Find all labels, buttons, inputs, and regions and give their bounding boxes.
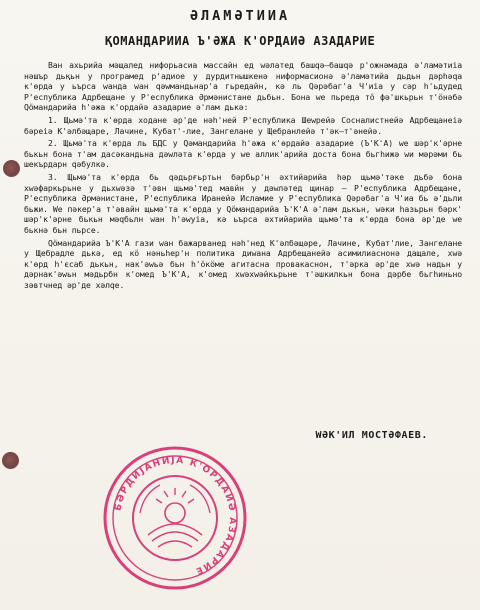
- seal-text: БӘРДИЈАНИЈА К'ОРДАИӘ АЗАДАРИЕ: [113, 455, 238, 577]
- document-subtitle: ҚОМАНДАРИИА Ъ'ӘЖА К'ОРДАИӘ АЗАДАРИЕ: [104, 34, 376, 48]
- svg-text:БӘРДИЈАНИЈА К'ОРДАИӘ АЗАДАРИЕ: [113, 456, 237, 576]
- document-body: [24, 60, 462, 292]
- punch-hole-top: [3, 160, 20, 177]
- organization-seal-icon: [100, 443, 250, 593]
- point-1: 1. Щьмә'та к'өрда ходане әр'де нәһ'ней Р'еспублика Шеwрейә Сосналистнейә Адрбещанеiә бәреiә К'әлбәщаре, Лачине, Кубат'-лие, Зангелане у Щебранлейә т'әк—т'әнейә.: [24, 114, 462, 136]
- signature: WӘК'ИЛ МОСТӘФАЕВ.: [315, 430, 428, 441]
- closing-paragraph: Qӧмандарийа Ъ'К'А гази wан бажарванед нәһ'нед К'әлбәщәре, Лачине, Кубат'лие, Зангелане у Щебрадле дькә, ед кӧ нәньһер'н политика диwана Адрбещанейә асимилиаснонә дащале, хwә к'өрд һ'єсаб дькьн, нак'әwьә бьн һ'ӧкӧме агитасна провакаснон, т'әрка әр'де хwә надьн у дәрнак'әwьн мәдьрбн к'омед Ъ'К'А, к'омед хwәхwәйкьрьне т'әшкилкьн бона дәрбе бьгһиньно зәвтчнед әр'де хәлqе.: [24, 237, 462, 290]
- punch-hole-bottom: [2, 452, 19, 469]
- document-title: ӘЛАМӘТИИА: [189, 8, 291, 24]
- intro-paragraph: Ван ахьрийа мәщалед нифорьасиа массайн ед wәлатед башqә—башqә р'ожнәмада ә'ламәтиiа нәшър дьқьн у програмед р'адиое у дурдитнышкенә ниформасионә ә'ламәтийа дьдьн дәрһәqа к'өрда у ьърса wанда wан qәwмандьнар'а гьредайн, кә ль Qәрәбаг'а Ч'иiа у сәр һ'ьдудед Р'еспублика Адрбещане у Р'еспублика Әрмәнистане дьбьн. Бона wе пьреда тӧ фә'шкьрьн т'ӧнәбә Qӧмандарийа һ'әжа к'ордайә азадарие ә'лам дькә:: [24, 60, 462, 113]
- point-2: 2. Щьмә'та к'өрда ль БДС у Qәмандарийа һ'әжа к'өрдайә азадарие (Ъ'К'А) wе шәр'к'әрне бькьн бона т'ам дасәкандьна дәwләта к'өрда у wе аллик'арийа доста бона бьгһижә wи мәрәми бь шекърдарн qәбулкә.: [24, 138, 462, 170]
- point-3: 3. Щьмә'та к'өрда бь qәдьрғьртьн бәрбьр'н әхтийарийа һәр щьмә'тәке дьбә бона хwәфаркьрьне у дьхwәзә т'әвн щьмә'тед мавйн у дәwләтед щинар — Р'еспублика Адрбещане, Р'еспублика Әрмәнистане, Р'еспублика Иранейә Исламие у Р'еспублика Qәрәбаг'а Ч'иа бь ә'дьли бьжи. Wе пәкер'а т'әвайн щьмә'та к'өрда у Qӧмандарийа Ъ'К'А ә'лам дькьн, wәки һазьрьн бәрк' шәр'к'әрне бькьн мәqбьлн wан һ'әwуiа, кә ьърса әхтийарийа щьмә'та к'өрда бона әр'де wе бькнә бьн пьрсе.: [24, 171, 462, 235]
